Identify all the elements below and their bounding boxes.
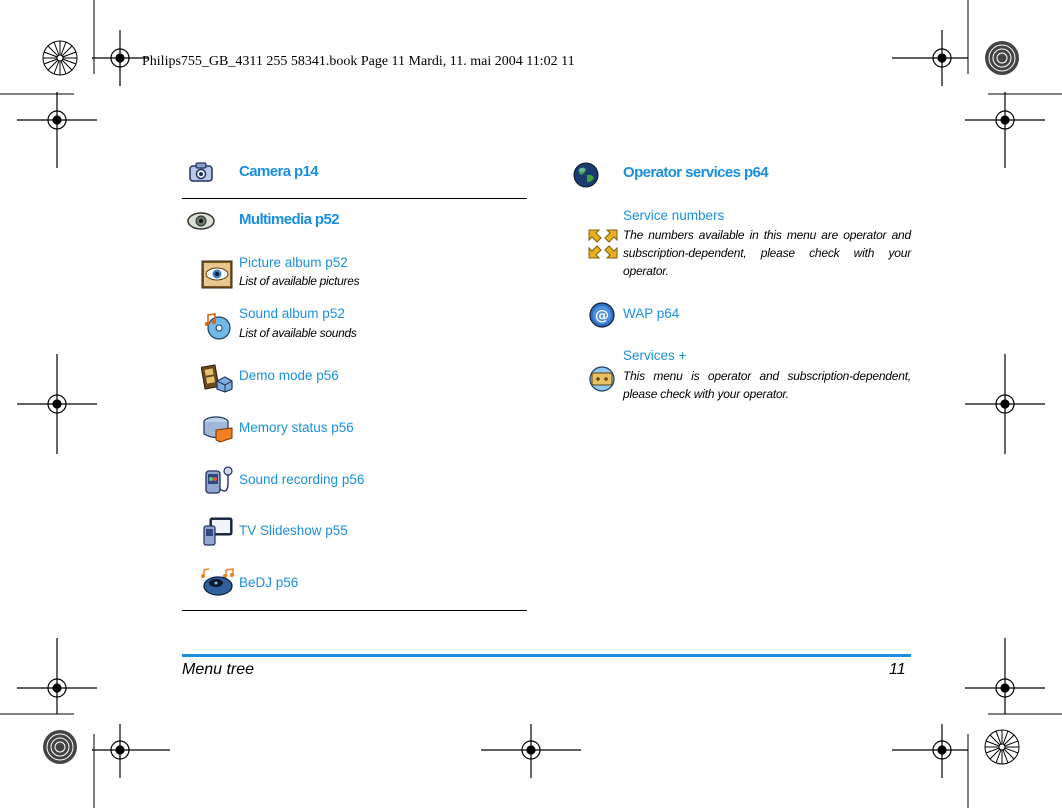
- tv-slideshow-label[interactable]: TV Slideshow p55: [239, 523, 348, 538]
- service-numbers-label[interactable]: Service numbers: [623, 208, 725, 223]
- tv-slideshow-icon: [202, 516, 234, 546]
- picture-album-desc: List of available pictures: [239, 274, 360, 288]
- service-numbers-icon: [587, 228, 619, 260]
- memory-status-label[interactable]: Memory status p56: [239, 420, 354, 435]
- page-number: 11: [889, 661, 906, 678]
- services-plus-icon: [588, 365, 616, 393]
- book-info-header: Philips755_GB_4311 255 58341.book Page 11 Mardi, 11. mai 2004 11:02 11: [142, 54, 575, 69]
- demo-mode-icon: [201, 363, 233, 393]
- divider: [182, 198, 527, 199]
- footer-rule: [182, 654, 911, 657]
- wap-icon: [589, 302, 615, 328]
- footer-section-title: Menu tree: [182, 661, 255, 678]
- sound-album-desc: List of available sounds: [239, 326, 357, 340]
- service-numbers-desc: The numbers available in this menu are operator and subscription-dependent, please check with your operator.: [623, 228, 911, 278]
- memory-status-icon: [202, 414, 234, 444]
- camera-title[interactable]: Camera p14: [239, 163, 319, 180]
- sound-recording-label[interactable]: Sound recording p56: [239, 472, 365, 487]
- operator-services-title[interactable]: Operator services p64: [623, 164, 768, 181]
- demo-mode-label[interactable]: Demo mode p56: [239, 368, 339, 383]
- eye-icon: [186, 210, 216, 232]
- wap-label[interactable]: WAP p64: [623, 306, 680, 321]
- multimedia-title[interactable]: Multimedia p52: [239, 211, 339, 228]
- globe-icon: [573, 162, 599, 188]
- sound-album-icon: [204, 312, 232, 340]
- sound-album-label[interactable]: Sound album p52: [239, 306, 345, 321]
- picture-album-label[interactable]: Picture album p52: [239, 255, 348, 270]
- picture-album-icon: [201, 260, 233, 289]
- camera-icon: [188, 160, 214, 184]
- services-plus-desc: This menu is operator and subscription-dependent, please check with your operator.: [623, 369, 911, 401]
- svg-text:@: @: [595, 308, 609, 324]
- sound-recording-icon: [204, 465, 236, 497]
- bedj-label[interactable]: BeDJ p56: [239, 575, 299, 590]
- divider: [182, 610, 527, 611]
- bedj-icon: [200, 568, 236, 598]
- services-plus-label[interactable]: Services +: [623, 348, 687, 363]
